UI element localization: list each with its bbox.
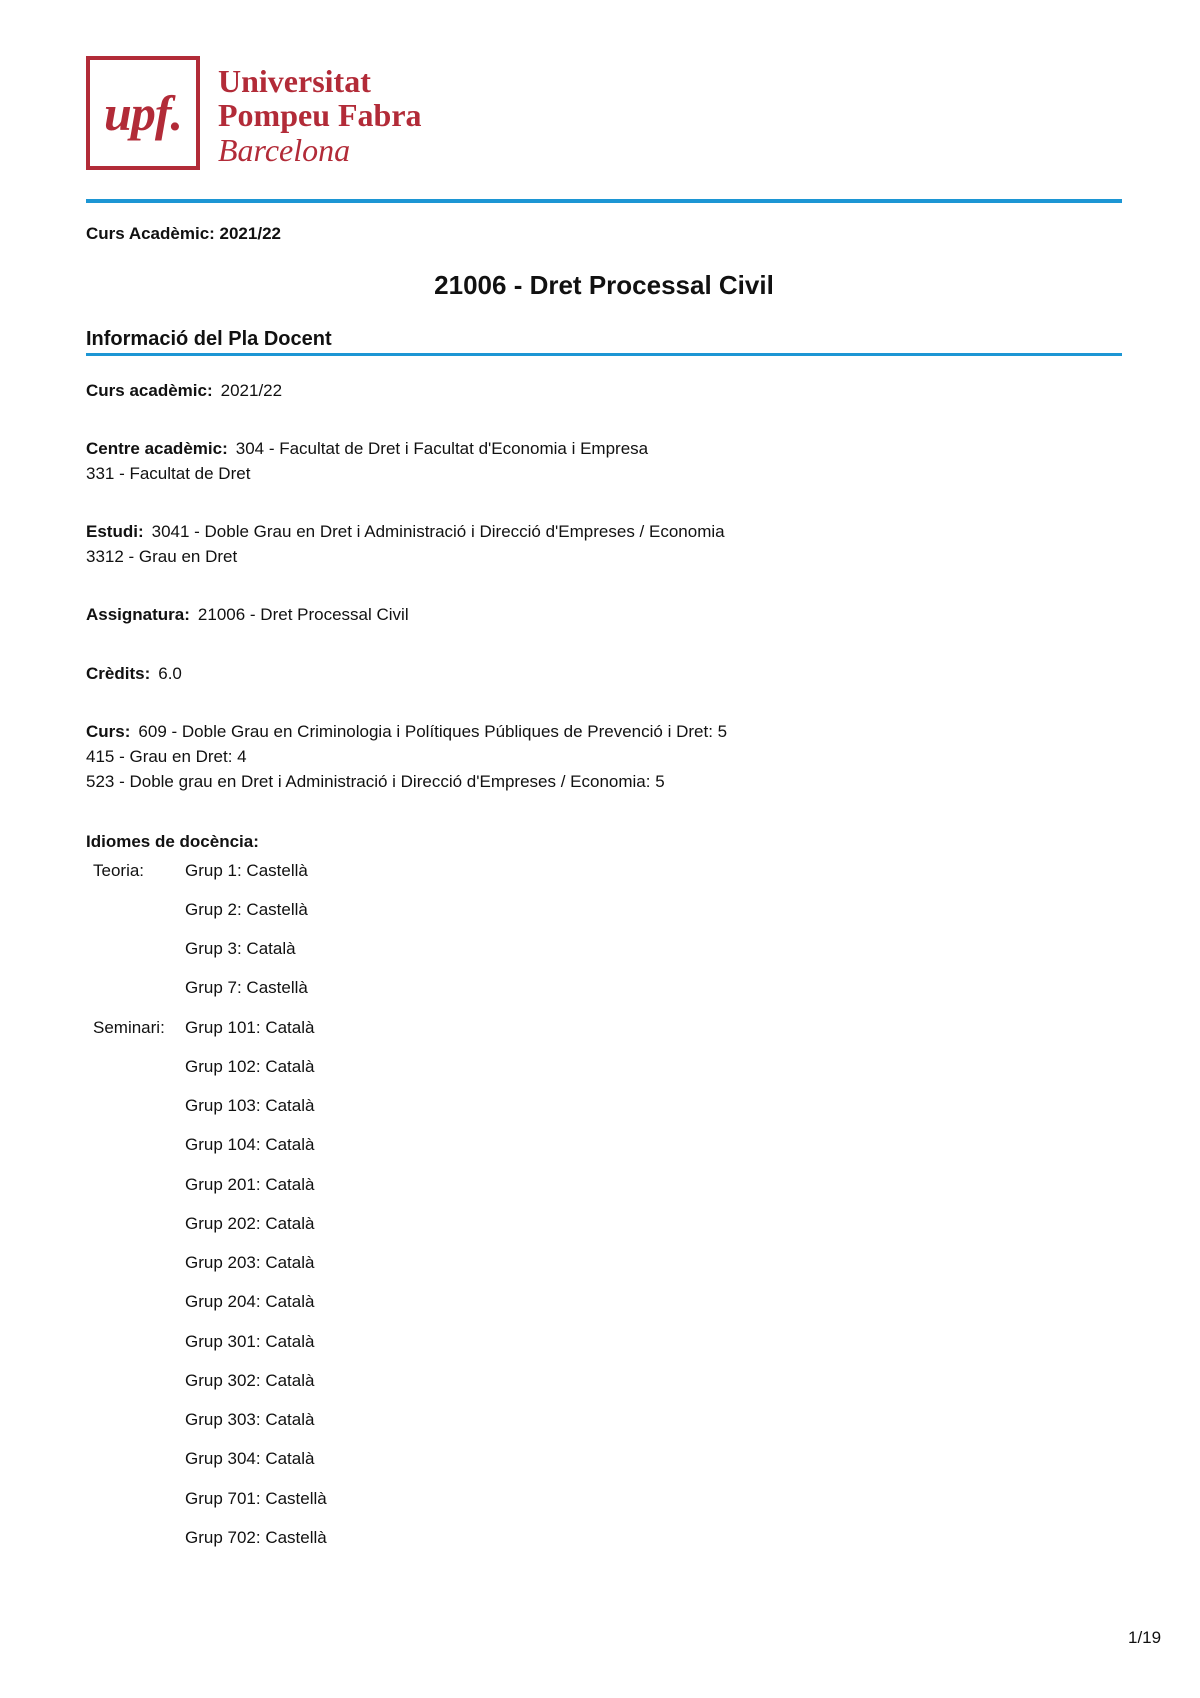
field-label: Estudi: <box>86 522 144 541</box>
field-label: Crèdits: <box>86 664 151 683</box>
logo-wordmark <box>218 64 422 168</box>
field-value: 6.0 <box>158 664 182 683</box>
field-estudi <box>86 519 725 569</box>
group-language: Grup 7: Castellà <box>185 978 308 997</box>
section-heading: Informació del Pla Docent <box>86 328 332 350</box>
document-title: 21006 - Dret Processal Civil <box>434 270 774 300</box>
field-value-extra: 3312 - Grau en Dret <box>86 547 238 566</box>
field-value-extra: 523 - Doble grau en Dret i Administració i Direcció d'Empreses / Economia: 5 <box>86 772 665 791</box>
field-assignatura <box>86 602 409 627</box>
field-value-extra: 331 - Facultat de Dret <box>86 464 251 483</box>
field-label: Curs: <box>86 722 131 741</box>
group-language: Grup 101: Català <box>185 1018 315 1037</box>
logo-line-2: Pompeu Fabra <box>218 97 422 133</box>
group-language: Grup 303: Català <box>185 1410 315 1429</box>
header-divider <box>86 199 1122 203</box>
logo-line-1: Universitat <box>218 63 371 99</box>
seminari-label: Seminari: <box>93 1018 165 1037</box>
group-language: Grup 202: Català <box>185 1214 315 1233</box>
field-value: 3041 - Doble Grau en Dret i Administració i Direcció d'Empreses / Economia <box>151 522 725 541</box>
group-language: Grup 103: Català <box>185 1096 315 1115</box>
teoria-label: Teoria: <box>93 861 145 880</box>
group-language: Grup 304: Català <box>185 1449 315 1468</box>
group-language: Grup 702: Castellà <box>185 1528 327 1547</box>
group-language: Grup 701: Castellà <box>185 1489 327 1508</box>
section-divider <box>86 353 1122 356</box>
upf-logo <box>86 56 422 170</box>
group-language: Grup 203: Català <box>185 1253 315 1272</box>
logo-line-3: Barcelona <box>218 132 351 168</box>
field-curs-academic <box>86 378 282 403</box>
field-centre-academic <box>86 436 648 486</box>
idiomes-heading <box>86 829 267 854</box>
group-language: Grup 302: Català <box>185 1371 315 1390</box>
group-language: Grup 204: Català <box>185 1292 315 1311</box>
field-label: Assignatura: <box>86 605 190 624</box>
field-value-extra: 415 - Grau en Dret: 4 <box>86 747 247 766</box>
field-curs <box>86 719 727 794</box>
field-value: 304 - Facultat de Dret i Facultat d'Economia i Empresa <box>235 439 649 458</box>
logo-mark-text: upf. <box>104 85 182 141</box>
field-value: 2021/22 <box>220 381 283 400</box>
field-credits <box>86 661 182 686</box>
field-value: 21006 - Dret Processal Civil <box>197 605 409 624</box>
upf-logo-mark <box>86 56 200 170</box>
group-language: Grup 201: Català <box>185 1175 315 1194</box>
academic-year-header: Curs Acadèmic: 2021/22 <box>86 224 281 243</box>
group-language: Grup 3: Català <box>185 939 296 958</box>
field-label: Curs acadèmic: <box>86 381 213 400</box>
field-label: Centre acadèmic: <box>86 439 228 458</box>
group-language: Grup 2: Castellà <box>185 900 308 919</box>
group-language: Grup 104: Català <box>185 1135 315 1154</box>
group-language: Grup 1: Castellà <box>185 861 308 880</box>
group-language: Grup 102: Català <box>185 1057 315 1076</box>
page-number: 1/19 <box>1128 1628 1162 1647</box>
field-value: 609 - Doble Grau en Criminologia i Polítiques Públiques de Prevenció i Dret: 5 <box>138 722 728 741</box>
group-language: Grup 301: Català <box>185 1332 315 1351</box>
field-label: Idiomes de docència: <box>86 832 259 851</box>
